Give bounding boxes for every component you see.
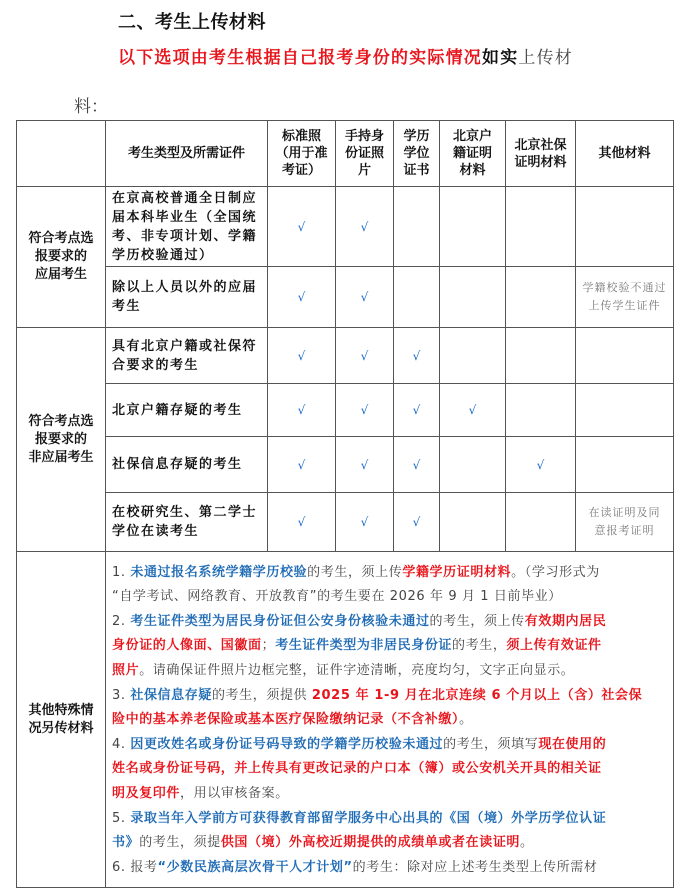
header-social-security: 北京社保 证明材料 — [506, 121, 576, 187]
note-2-cont2: 照片。请确保证件照片边框完整，证件字迹清晰，亮度均匀，文字正向显示。 — [112, 663, 575, 679]
header-photo: 标准照 （用于准 考证） — [268, 121, 336, 187]
check-cell — [394, 267, 440, 328]
check-icon: √ — [297, 290, 306, 304]
note-3-cont: 险中的基本养老保险或基本医疗保险缴纳记录（不含补缴）。 — [112, 712, 473, 728]
check-cell — [336, 187, 394, 267]
header-row — [17, 121, 674, 187]
check-cell — [440, 437, 506, 493]
header-other: 其他材料 — [576, 121, 674, 187]
other-cell: 学籍校验不通过上传学生证件 — [576, 267, 674, 328]
other-cell — [576, 437, 674, 493]
check-cell — [440, 267, 506, 328]
check-cell — [506, 437, 576, 493]
check-icon: √ — [297, 219, 306, 234]
check-cell — [268, 267, 336, 328]
check-cell — [268, 493, 336, 552]
group-label-nonfresh: 符合考点选 报要求的 非应届考生 — [17, 328, 106, 552]
check-cell — [268, 384, 336, 437]
check-icon: √ — [412, 457, 421, 472]
special-row — [17, 552, 674, 888]
check-icon: √ — [297, 515, 306, 529]
check-cell — [394, 493, 440, 552]
check-cell — [440, 493, 506, 552]
header-degree: 学历 学位 证书 — [394, 121, 440, 187]
check-cell — [506, 328, 576, 384]
check-icon: √ — [412, 348, 421, 363]
note-5-cont: 书》的考生，须提供国（境）外高校近期提供的成绩单或者在读证明。 — [112, 835, 534, 851]
type-cell: 社保信息存疑的考生 — [106, 437, 268, 493]
check-cell — [336, 437, 394, 493]
check-cell — [336, 493, 394, 552]
check-cell — [394, 328, 440, 384]
check-icon: √ — [360, 348, 369, 363]
check-cell — [336, 328, 394, 384]
check-icon: √ — [468, 403, 477, 417]
note-5: 5. 录取当年入学前方可获得教育部留学服务中心出具的《国（境）外学历学位认证 — [112, 810, 607, 826]
check-cell — [440, 328, 506, 384]
check-cell — [336, 384, 394, 437]
other-cell: 在读证明及同意报考证明 — [576, 493, 674, 552]
intro-text — [118, 46, 573, 70]
type-cell: 除以上人员以外的应届考生 — [106, 267, 268, 328]
header-id-photo: 手持身 份证照 片 — [336, 121, 394, 187]
note-4-cont2: 明及复印件，用以审核备案。 — [112, 785, 289, 801]
check-icon: √ — [360, 515, 369, 529]
note-1-cont: “自学考试、网络教育、开放教育”的考生要在 2026 年 9 月 1 日前毕业） — [112, 589, 562, 605]
check-cell — [440, 187, 506, 267]
header-type: 考生类型及所需证件 — [106, 121, 268, 187]
check-cell — [394, 384, 440, 437]
check-icon: √ — [412, 515, 421, 529]
check-icon: √ — [412, 403, 421, 417]
intro-continued: 料： — [74, 97, 108, 117]
header-hukou: 北京户 籍证明 材料 — [440, 121, 506, 187]
check-cell — [336, 267, 394, 328]
note-2-cont: 身份证的人像面、国徽面；考生证件类型为非居民身份证的考生，须上传有效证件 — [112, 638, 602, 654]
note-3: 3. 社保信息存疑的考生，须提供 2025 年 1-9 月在北京连续 6 个月以上（含）社会保 — [112, 687, 643, 703]
type-cell: 北京户籍存疑的考生 — [106, 384, 268, 437]
check-icon: √ — [360, 457, 369, 472]
check-cell — [506, 267, 576, 328]
check-icon: √ — [536, 457, 545, 472]
special-label: 其他特殊情 况另传材料 — [17, 552, 106, 888]
note-4-cont: 姓名或身份证号码，并上传具有更改记录的户口本（簿）或公安机关开具的相关证 — [112, 761, 602, 777]
other-cell — [576, 328, 674, 384]
materials-table — [16, 120, 674, 888]
check-cell — [506, 187, 576, 267]
note-2: 2. 考生证件类型为居民身份证但公安身份核验未通过的考生，须上传有效期内居民 — [112, 613, 607, 629]
table-row — [17, 267, 674, 328]
table-row — [17, 384, 674, 437]
type-cell: 具有北京户籍或社保符合要求的考生 — [106, 328, 268, 384]
intro-bold: 如实 — [482, 48, 519, 68]
check-cell — [394, 187, 440, 267]
note-1: 1. 未通过报名系统学籍学历校验的考生，须上传学籍学历证明材料。（学习形式为 — [112, 564, 600, 580]
check-icon: √ — [297, 348, 306, 363]
special-notes — [106, 552, 674, 888]
check-cell — [394, 437, 440, 493]
type-cell: 在校研究生、第二学士学位在读考生 — [106, 493, 268, 552]
check-icon: √ — [360, 403, 369, 417]
table-row — [17, 187, 674, 267]
intro-red: 以下选项由考生根据自己报考身份的实际情况 — [118, 48, 482, 68]
check-cell — [268, 187, 336, 267]
intro-normal: 上传材 — [518, 48, 574, 68]
check-cell — [268, 437, 336, 493]
check-cell — [440, 384, 506, 437]
type-cell: 在京高校普通全日制应届本科毕业生（全国统考、非专项计划、学籍学历校验通过） — [106, 187, 268, 267]
check-cell — [506, 384, 576, 437]
other-cell — [576, 187, 674, 267]
check-cell — [506, 493, 576, 552]
check-icon: √ — [360, 290, 369, 304]
table-row — [17, 493, 674, 552]
check-icon: √ — [297, 403, 306, 417]
table-row — [17, 437, 674, 493]
section-title: 二、考生上传材料 — [118, 12, 266, 33]
check-cell — [268, 328, 336, 384]
table-row — [17, 328, 674, 384]
header-blank — [17, 121, 106, 187]
group-label-fresh: 符合考点选 报要求的 应届考生 — [17, 187, 106, 328]
check-icon: √ — [360, 219, 369, 234]
check-icon: √ — [297, 457, 306, 472]
other-cell — [576, 384, 674, 437]
note-4: 4. 因更改姓名或身份证号码导致的学籍学历校验未通过的考生，须填写现在使用的 — [112, 736, 607, 752]
note-6: 6. 报考“少数民族高层次骨干人才计划”的考生：除对应上述考生类型上传所需材 — [112, 859, 598, 875]
